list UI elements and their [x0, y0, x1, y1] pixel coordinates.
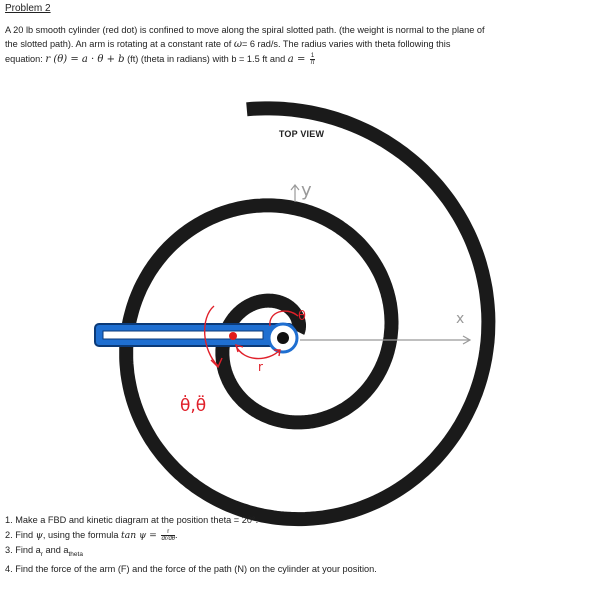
tan-psi-denominator: dr/dθ: [161, 536, 176, 543]
tan-psi-fraction: [161, 529, 175, 542]
q3-prefix: 3. Find a: [5, 545, 41, 555]
q3-sub-r: r: [40, 550, 43, 558]
radius-equation: r (θ) = a · θ + b: [45, 54, 125, 65]
r-label: r: [258, 360, 263, 374]
y-axis-arrow: [291, 185, 299, 202]
psi-symbol: ψ: [35, 530, 43, 541]
questions-list: [5, 513, 377, 577]
equation-unit: (ft): [127, 54, 139, 64]
a-numerator: 1: [310, 53, 315, 60]
statement-line-1: A 20 lb smooth cylinder (red dot) is confined to move along the spiral slotted path. (the weight is normal to the plane of: [5, 25, 485, 35]
omega-symbol: ω: [233, 39, 242, 50]
a-symbol: a =: [287, 54, 306, 65]
y-axis-label: y: [301, 180, 312, 201]
q3-sub-theta: theta: [68, 550, 83, 558]
cylinder-red-dot: [229, 332, 237, 340]
question-2: [5, 528, 377, 543]
q2-mid: , using the formula: [42, 530, 119, 540]
question-4: 4. Find the force of the arm (F) and the force of the path (N) on the cylinder at your position.: [5, 563, 377, 574]
x-axis-label: x: [456, 311, 465, 327]
question-3: [5, 543, 377, 562]
omega-value: = 6 rad/s. The radius varies with theta following this: [241, 39, 451, 49]
theta-label: θ: [298, 309, 306, 324]
equation-prefix: equation:: [5, 54, 43, 64]
q3-and: and a: [45, 545, 69, 555]
q2-prefix: 2. Find: [5, 530, 34, 540]
theta-rates-label: θ̇,θ̈: [180, 396, 207, 416]
problem-title: Problem 2: [5, 3, 51, 14]
a-denominator: π: [310, 60, 315, 67]
arm-slot: [103, 331, 263, 339]
pivot-center: [277, 332, 289, 344]
statement-line-2-text: the slotted path). An arm is rotating at a constant rate of: [5, 39, 232, 49]
figure-caption: TOP VIEW: [278, 129, 325, 139]
question-1: 1. Make a FBD and kinetic diagram at the position theta = 20°.: [5, 515, 259, 525]
b-value: with b = 1.5 ft and: [212, 54, 286, 64]
theta-note: (theta in radians): [140, 54, 210, 64]
spiral-slot: [126, 108, 488, 519]
tan-psi-formula: tan ψ =: [121, 530, 157, 541]
tan-psi-numerator: r: [161, 529, 175, 536]
q2-tail: .: [175, 530, 178, 540]
